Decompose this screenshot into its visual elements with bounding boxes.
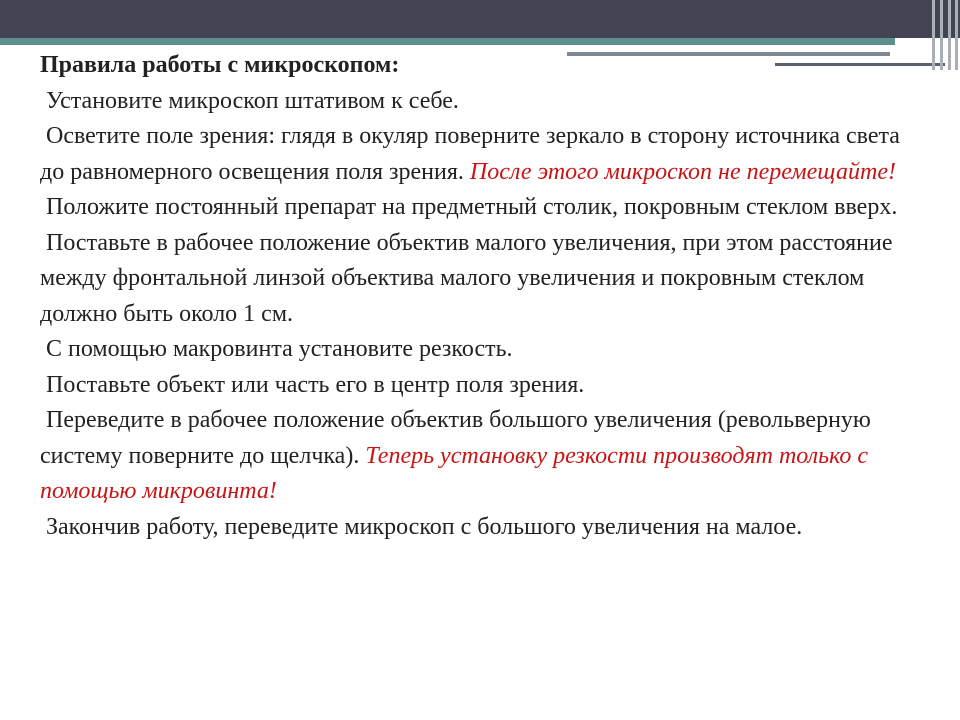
instruction-emphasis: Теперь установку резкости производят только с помощью микровинта! (40, 442, 869, 504)
instruction-text: Осветите поле зрения: глядя в окуляр поверните зеркало в сторону источника света до равномерного освещения поля зрения. (40, 123, 900, 185)
header-accent-line (0, 38, 895, 45)
instruction-text: Положите постоянный препарат на предметный столик, покровным стеклом вверх. (46, 194, 898, 220)
instruction-paragraph (40, 119, 900, 190)
instruction-text: Поставьте в рабочее положение объектив малого увеличения, при этом расстояние между фронтальной линзой объектива малого увеличения и покровным стеклом должно быть около 1 см. (40, 229, 893, 327)
instruction-paragraph (40, 403, 900, 510)
instruction-paragraph (40, 84, 900, 120)
instruction-text: Установите микроскоп штативом к себе. (46, 87, 459, 114)
instruction-text: Переведите в рабочее положение объектив большого увеличения (револьверную систему поверните до щелчка). (40, 407, 871, 469)
instruction-text: Поставьте объект или часть его в центр поля зрения. (46, 371, 585, 398)
instruction-paragraph (40, 190, 900, 226)
slide-content (40, 48, 900, 545)
instruction-paragraph (40, 368, 900, 404)
instruction-paragraph (40, 510, 900, 546)
instruction-emphasis: После этого микроскоп не перемещайте! (469, 158, 896, 185)
header-bar (0, 0, 960, 38)
instruction-paragraph (40, 332, 900, 368)
instruction-text: С помощью макровинта установите резкость. (46, 336, 513, 362)
decorative-side-bars (928, 0, 960, 70)
slide-title: Правила работы с микроскопом: (40, 52, 400, 78)
instruction-text: Закончив работу, переведите микроскоп с большого увеличения на малое. (46, 513, 803, 540)
instruction-paragraph (40, 226, 900, 333)
